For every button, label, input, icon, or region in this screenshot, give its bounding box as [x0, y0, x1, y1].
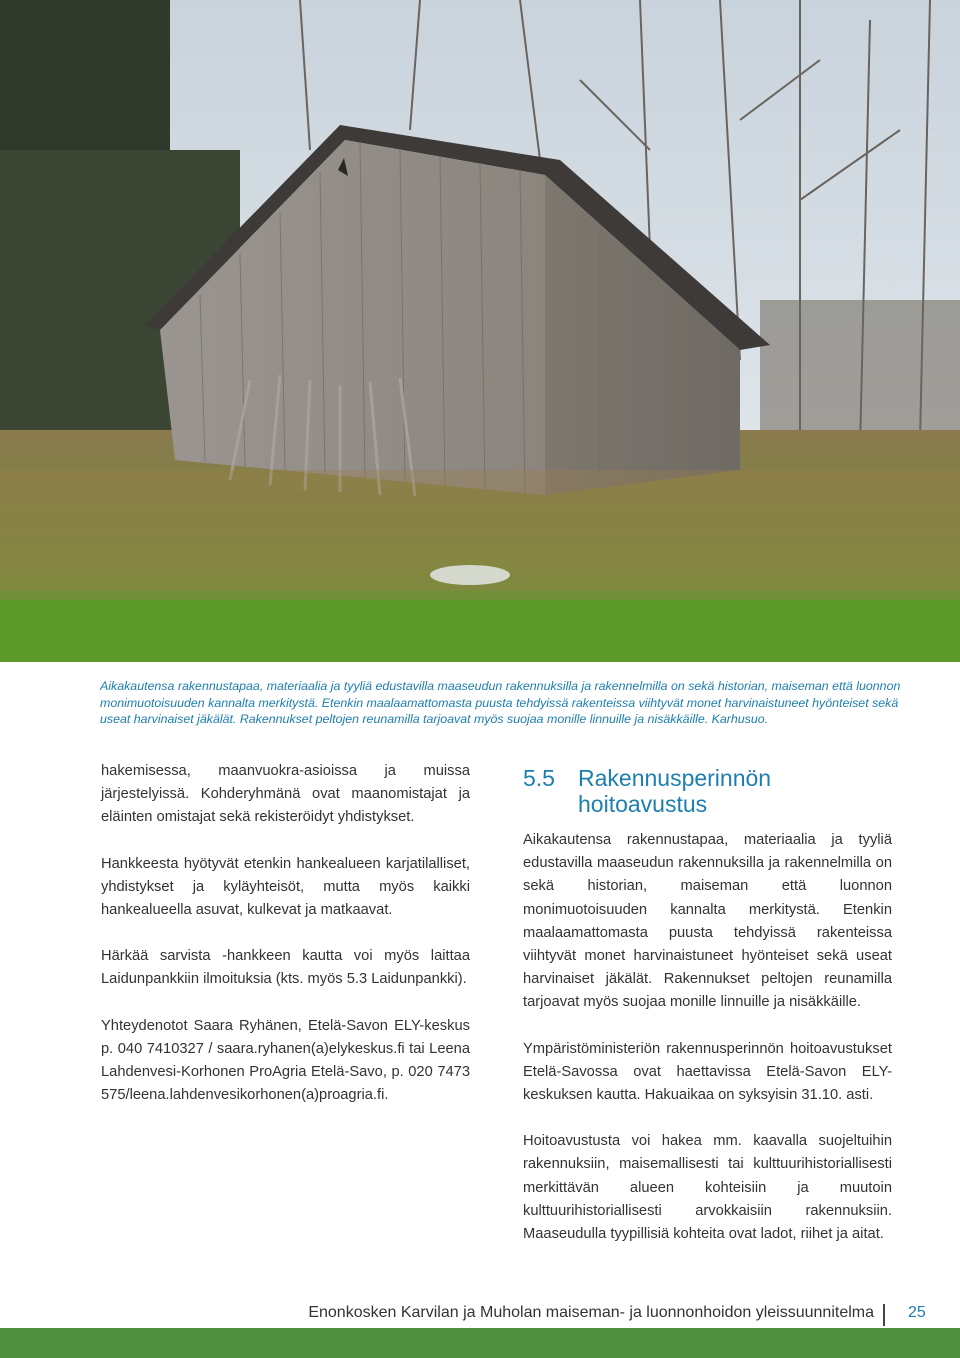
right-column: [523, 765, 892, 1269]
paragraph: Härkää sarvista -hankkeen kautta voi myös laittaa Laidunpankkiin ilmoituksia (kts. myös 5.3 Laidunpankki).: [101, 948, 470, 988]
footer-title: Enonkosken Karvilan ja Muholan maiseman- ja luonnonhoidon yleissuunnitelma: [308, 1304, 874, 1321]
left-column: [101, 760, 470, 1130]
photo-caption: Aikakautensa rakennustapaa, materiaalia ja tyyliä edustavilla maaseudun rakennuksilla ja rakennelmilla on sekä historian, maiseman että luonnon monimuotoisuuden kannalta merkitystä. Etenkin maalaamattomasta puusta tehdyissä rakenteissa viihtyvät monet harvinaistuneet hyönteiset sekä useat harvinaiset jäkälät. Rakennukset peltojen reunamilla tarjoavat myös suojaa monille linnuille ja nisäkkäille. Karhusuo.: [100, 679, 901, 726]
paragraph: Ympäristöministeriön rakennusperinnön hoitoavustukset Etelä-Savossa ovat haettavissa Etelä-Savon ELY-keskuksen kautta. Hakuaikaa on syksyisin 31.10. asti.: [523, 1040, 892, 1104]
paragraph: Hoitoavustusta voi hakea mm. kaavalla suojeltuihin rakennuksiin, maisemallisesti tai kulttuurihistoriallisesti merkittävän alueen kohteisiin ja muutoin kulttuurihistoriallisesti arvokkaisiin rakennuksiin. Maaseudulla tyypillisiä kohteita ovat ladot, riihet ja aitat.: [523, 1133, 892, 1243]
paragraph: Aikakautensa rakennustapaa, materiaalia ja tyyliä edustavilla maaseudun rakennuksilla ja rakennelmilla on sekä historian, maiseman että luonnon monimuotoisuuden kannalta merkitystä. Etenkin maalaamattomasta puusta tehdyissä rakenteissa viihtyvät monet harvinaistuneet hyönteiset sekä useat harvinaiset jäkälät. Rakennukset peltojen reunamilla tarjoavat myös suojaa monille linnuille ja nisäkkäille.: [523, 832, 892, 1011]
paragraph: Hankkeesta hyötyvät etenkin hankealueen karjatilalliset, yhdistykset ja kyläyhteisöt, mutta myös kaikki hankealueella asuvat, kulkevat ja matkaavat.: [101, 855, 470, 919]
footer-color-bar: [0, 1328, 960, 1358]
paragraph: Yhteydenotot Saara Ryhänen, Etelä-Savon ELY-keskus p. 040 7410327 / saara.ryhanen(a)elykeskus.fi tai Leena Lahdenvesi-Korhonen ProAgria Etelä-Savo, p. 020 7473 575/leena.lahdenvesikorhonen(a)proagria.fi.: [101, 1017, 470, 1104]
page-number: 25: [908, 1304, 926, 1321]
section-number: 5.5: [523, 765, 555, 791]
section-title: Rakennusperinnön hoitoavustus: [578, 765, 772, 817]
section-heading: [523, 765, 892, 817]
paragraph: hakemisessa, maanvuokra-asioissa ja muissa järjestelyissä. Kohderyhmänä ovat maanomistajat ja eläinten omistajat sekä rekisteröidyt yhdistykset.: [101, 763, 470, 826]
footer-divider: [883, 1304, 885, 1326]
page-footer: [0, 1296, 960, 1326]
barn-photo: [0, 0, 960, 662]
